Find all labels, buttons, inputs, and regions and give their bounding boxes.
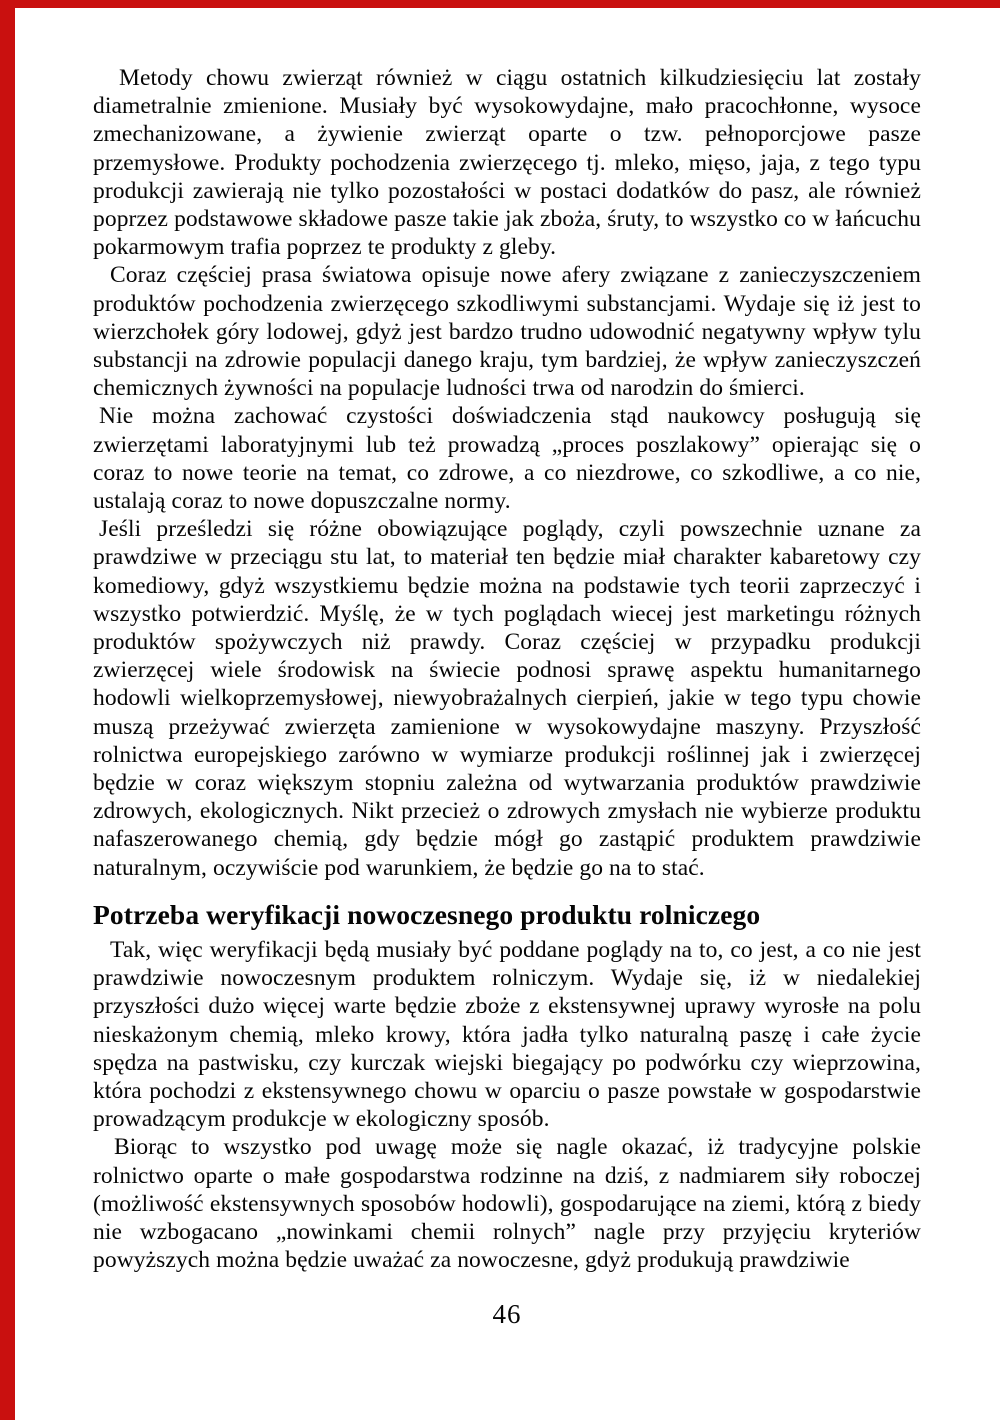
section-heading: Potrzeba weryfikacji nowoczesnego produktu rolniczego xyxy=(93,898,761,930)
scan-edge-band-top xyxy=(0,0,1000,8)
body-paragraph: Biorąc to wszystko pod uwagę może się nagle okazać, iż tradycyjne polskie rolnictwo oparte o małe gospodarstwa rodzinne na dziś, z nadmiarem siły roboczej (możliwość ekstensywnych sposobów hodowli), gospodarujące na ziemi, którą z biedy nie wzbogacano „nowinkami chemii rolnych” nagle przy przyjęciu kryteriów powyższych można będzie uważać za nowoczesne, gdyż produkują prawdziwie xyxy=(93,1134,921,1274)
body-paragraph: Coraz częściej prasa światowa opisuje nowe afery związane z zanieczyszczeniem produktów pochodzenia zwierzęcego szkodliwymi substancjami. Wydaje się iż jest to wierzchołek góry lodowej, gdyż jest bardzo trudno udowodnić negatywny wpływ tylu substancji na zdrowie populacji danego kraju, tym bardziej, że wpływ zanieczyszczeń chemicznych żywności na populacje ludności trwa od narodzin do śmierci. xyxy=(93,262,921,402)
body-paragraph: Jeśli prześledzi się różne obowiązujące poglądy, czyli powszechnie uznane za prawdziwe w przeciągu stu lat, to materiał ten będzie miał charakter kabaretowy czy komediowy, gdyż wszystkiemu będzie można na podstawie tych teorii zaprzeczyć i wszystko potwierdzić. Myślę, że w tych poglądach wiecej jest marketingu różnych produktów spożywczych niż prawdy. Coraz częściej w przypadku produkcji zwierzęcej wiele środowisk na świecie podnosi sprawę aspektu humanitarnego hodowli wielkoprzemysłowej, niewyobrażalnych cierpień, jakie w tego typu chowie muszą przeżywać zwierzęta zamienione w wysokowydajne maszyny. Przyszłość rolnictwa europejskiego zarówno w wymiarze produkcji roślinnej jak i zwierzęcej będzie w coraz większym stopniu zależna od wytwarzania produktów prawdziwie zdrowych, ekologicznych. Nikt przecież o zdrowych zmysłach nie wybierze produktu nafaszerowanego chemią, gdy będzie mógł go zastąpić produktem prawdziwie naturalnym, oczywiście pod warunkiem, że będzie go na to stać. xyxy=(93,516,921,881)
scan-edge-band-left xyxy=(0,0,15,1420)
page-number: 46 xyxy=(492,1299,522,1330)
body-paragraph: Metody chowu zwierząt również w ciągu ostatnich kilkudziesięciu lat zostały diametralnie zmienione. Musiały być wysokowydajne, mało pracochłonne, wysoce zmechanizowane, a żywienie zwierząt oparte o tzw. pełnoporcjowe pasze przemysłowe. Produkty pochodzenia zwierzęcego tj. mleko, mięso, jaja, z tego typu produkcji zawierają nie tylko pozostałości w postaci dodatków do pasz, ale również poprzez podstawowe składowe pasze takie jak zboża, śruty, to wszystko co w łańcuchu pokarmowym trafia poprzez te produkty z gleby. xyxy=(93,65,921,261)
body-paragraph: Tak, więc weryfikacji będą musiały być poddane poglądy na to, co jest, a co nie jest prawdziwie nowoczesnym produktem rolniczym. Wydaje się, iż w niedalekiej przyszłości dużo więcej warte będzie zboże z ekstensywnej uprawy wyrosłe na polu nieskażonym chemią, mleko krowy, która jadła tylko naturalną paszę i całe życie spędza na pastwisku, czy kurczak wiejski biegający po podwórku czy wieprzowina, która pochodzi z ekstensywnego chowu w oparciu o pasze powstałe w gospodarstwie prowadzącym produkcje w ekologiczny sposób. xyxy=(93,936,921,1133)
page-text-column xyxy=(93,64,921,1329)
body-paragraph: Nie można zachować czystości doświadczenia stąd naukowcy posługują się zwierzętami laboratyjnymi lub też prowadzą „proces poszlakowy” opierając się o coraz to nowe teorie na temat, co zdrowe, a co niezdrowe, co szkodliwe, a co nie, ustalają coraz to nowe dopuszczalne normy. xyxy=(93,403,921,515)
